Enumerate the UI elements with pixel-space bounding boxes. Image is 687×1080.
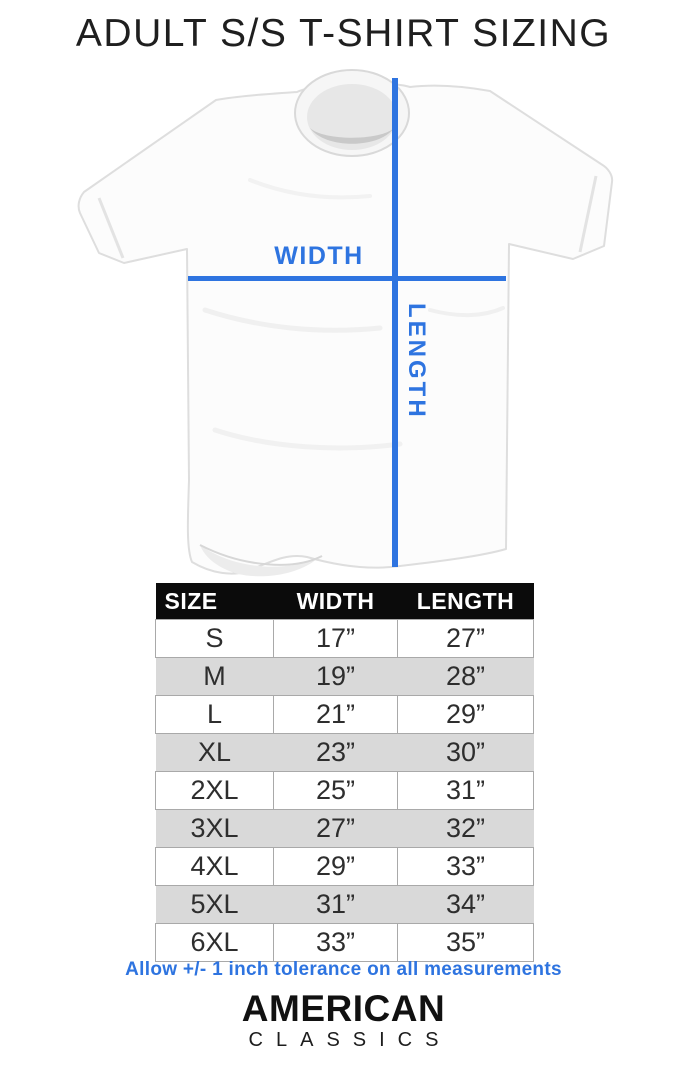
width-cell: 27” [274,810,398,848]
table-row [156,696,534,734]
table-row [156,620,534,658]
table-row [156,810,534,848]
width-cell: 29” [274,848,398,886]
width-measure-line [188,276,506,281]
length-cell: 32” [398,810,534,848]
length-cell: 34” [398,886,534,924]
size-table [155,583,534,962]
page-title: ADULT S/S T-SHIRT SIZING [75,12,612,55]
width-cell: 33” [274,924,398,962]
length-label: LENGTH [403,303,430,420]
size-cell: 2XL [156,772,274,810]
width-cell: 17” [274,620,398,658]
size-cell: S [156,620,274,658]
size-table-header [156,583,534,620]
length-cell: 27” [398,620,534,658]
width-cell: 25” [274,772,398,810]
size-cell: L [156,696,274,734]
length-cell: 30” [398,734,534,772]
length-measure-line [392,78,398,567]
tolerance-note: Allow +/- 1 inch tolerance on all measurements [125,959,562,980]
width-cell: 23” [274,734,398,772]
length-cell: 31” [398,772,534,810]
size-cell: 5XL [156,886,274,924]
length-cell: 28” [398,658,534,696]
brand-logo [0,990,687,1050]
length-cell: 33” [398,848,534,886]
table-row [156,886,534,924]
size-cell: 3XL [156,810,274,848]
width-cell: 19” [274,658,398,696]
size-table-body [156,620,534,962]
header-width: WIDTH [274,583,398,620]
table-row [156,924,534,962]
size-cell: M [156,658,274,696]
width-label: WIDTH [274,242,364,270]
header-row [156,583,534,620]
brand-name: AMERICAN [241,988,446,1029]
width-cell: 21” [274,696,398,734]
brand-subname: CLASSICS [248,1029,452,1051]
header-size: SIZE [156,583,274,620]
length-cell: 29” [398,696,534,734]
table-row [156,658,534,696]
header-length: LENGTH [398,583,534,620]
table-row [156,848,534,886]
size-cell: 6XL [156,924,274,962]
size-cell: XL [156,734,274,772]
length-cell: 35” [398,924,534,962]
table-row [156,734,534,772]
width-cell: 31” [274,886,398,924]
size-cell: 4XL [156,848,274,886]
table-row [156,772,534,810]
